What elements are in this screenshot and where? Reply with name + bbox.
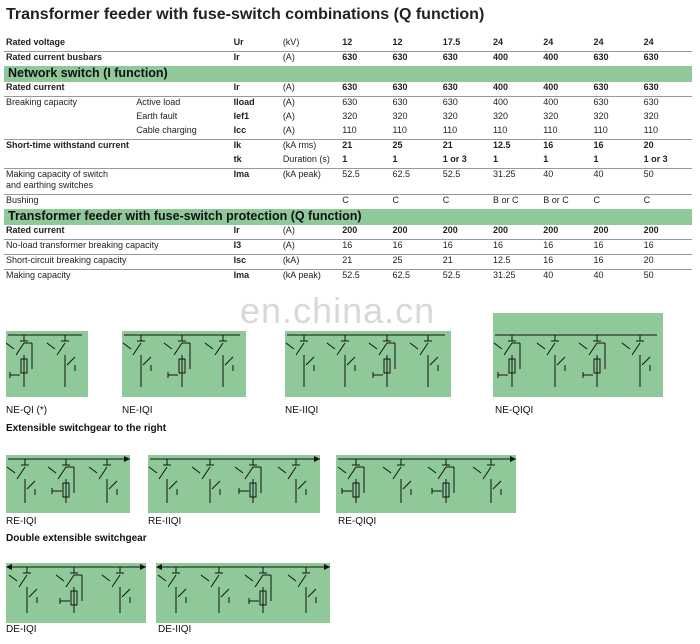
row-sublabel: Cable charging	[136, 125, 197, 135]
row-unit: (A)	[282, 225, 295, 235]
row-value: 40	[591, 270, 641, 285]
row-value: 320	[342, 111, 358, 121]
row-label: Bushing	[4, 195, 134, 210]
row-label	[4, 111, 134, 125]
row-label: Making capacity	[4, 270, 232, 285]
caption-ne-iqi: NE-IQI	[122, 405, 153, 416]
row-value: 320	[392, 111, 408, 121]
row-sublabel	[134, 82, 231, 97]
row-label-line2: and earthing switches	[6, 180, 94, 190]
row-value: 200	[543, 225, 559, 235]
row-value: 16	[541, 255, 591, 270]
row-value: 52.5	[340, 270, 390, 285]
section-title: Transformer feeder with fuse-switch protection (Q function)	[4, 209, 692, 225]
row-value: 1	[392, 154, 398, 164]
row-value: 16	[591, 140, 641, 155]
row-unit: (kA rms)	[281, 140, 340, 155]
row-sublabel: Earth fault	[136, 111, 178, 121]
row-symbol: Ir	[232, 52, 281, 67]
double-extensible-title: Double extensible switchgear	[6, 533, 147, 544]
row-unit: Duration (s)	[282, 154, 330, 164]
row-value: 21	[441, 140, 491, 155]
row-value: 24	[643, 37, 654, 47]
row-sublabel	[134, 169, 231, 195]
row-value: 1	[492, 154, 498, 164]
row-symbol: Ir	[233, 82, 240, 92]
row-label: Rated current	[6, 225, 65, 235]
row-value: 21	[340, 140, 390, 155]
row-value: 200	[492, 225, 508, 235]
row-value: 1	[342, 154, 348, 164]
row-value: 320	[543, 111, 559, 121]
row-value: 400	[541, 52, 591, 67]
row-value: 21	[340, 255, 390, 270]
row-value: 200	[643, 225, 659, 235]
table-row	[4, 52, 692, 67]
row-label: Short-time withstand current	[4, 140, 134, 155]
row-value: 52.5	[441, 169, 491, 195]
row-value: 12	[342, 37, 353, 47]
row-unit: (A)	[282, 125, 295, 135]
row-value: 16	[642, 240, 692, 255]
row-value: 110	[442, 125, 458, 135]
caption-ne-qiqi: NE-QIQI	[495, 405, 534, 416]
row-symbol: Isc	[232, 255, 281, 270]
diagram-ne-qiqi	[493, 313, 663, 397]
row-value: 200	[392, 225, 408, 235]
row-value: 16	[491, 240, 541, 255]
row-value: 50	[642, 270, 692, 285]
diagram-panel	[6, 331, 88, 397]
row-value: 40	[541, 270, 591, 285]
page-title: Transformer feeder with fuse-switch combinations (Q function)	[6, 6, 485, 23]
row-value: 400	[491, 52, 541, 67]
diagram-panel	[336, 455, 516, 513]
table-row	[4, 97, 692, 112]
row-value: 400	[491, 97, 541, 112]
section-title: Network switch (I function)	[4, 66, 692, 82]
row-value: 16	[591, 240, 641, 255]
table-row	[4, 154, 692, 169]
table-row	[4, 125, 692, 140]
row-value: 320	[593, 111, 609, 121]
row-value: 1	[593, 154, 599, 164]
row-value: 16	[541, 140, 591, 155]
row-value: C	[340, 195, 390, 210]
row-value: B or C	[541, 195, 591, 210]
table-row	[4, 169, 692, 195]
row-unit: (A)	[282, 111, 295, 121]
row-value: 110	[392, 125, 407, 135]
row-unit: (A)	[282, 82, 295, 92]
diagram-re-iqi	[6, 437, 130, 513]
caption-ne-qi: NE-QI (*)	[6, 405, 48, 416]
row-value: 12.5	[491, 255, 541, 270]
row-symbol: Ief1	[233, 111, 250, 121]
row-value: 62.5	[391, 270, 441, 285]
row-symbol	[232, 195, 281, 210]
row-unit: (kV)	[282, 37, 300, 47]
row-symbol: Ima	[232, 270, 281, 285]
caption-de-iqi: DE-IQI	[6, 624, 37, 635]
diagram-ne-iiqi	[285, 313, 451, 397]
row-unit: (kA peak)	[281, 270, 340, 285]
row-value: 630	[391, 97, 441, 112]
diagram-top-band	[493, 313, 663, 331]
row-value: 630	[442, 82, 458, 92]
row-value: 16	[591, 255, 641, 270]
row-value: C	[591, 195, 641, 210]
diagram-re-qiqi	[336, 437, 516, 513]
row-unit: (A)	[281, 52, 340, 67]
row-value: 630	[441, 52, 491, 67]
row-value: 40	[541, 169, 591, 195]
row-value: 110	[543, 125, 558, 135]
row-value: 1	[543, 154, 549, 164]
row-sublabel: Active load	[134, 97, 231, 112]
row-value: 16	[391, 240, 441, 255]
row-value: B or C	[491, 195, 541, 210]
diagram-re-iiqi	[148, 437, 320, 513]
row-value: 320	[643, 111, 659, 121]
row-label: Rated voltage	[6, 37, 66, 47]
row-unit: (kA)	[281, 255, 340, 270]
row-symbol: Ur	[233, 37, 244, 47]
row-value: 630	[591, 97, 641, 112]
row-value: 25	[391, 140, 441, 155]
row-label: Breaking capacity	[4, 97, 134, 112]
row-value: 630	[643, 82, 659, 92]
row-value: 400	[492, 82, 508, 92]
row-value: 24	[543, 37, 554, 47]
row-label: Rated current	[6, 82, 65, 92]
table-row	[4, 240, 692, 255]
row-value: 320	[442, 111, 458, 121]
row-value: 1 or 3	[442, 154, 467, 164]
watermark: en.china.cn	[240, 290, 436, 331]
table-row	[4, 140, 692, 155]
row-value: 630	[342, 82, 358, 92]
row-value: 1 or 3	[643, 154, 668, 164]
table-row	[4, 225, 692, 240]
row-value: 16	[340, 240, 390, 255]
row-unit: (A)	[281, 240, 340, 255]
row-label: Short-circuit breaking capacity	[4, 255, 232, 270]
caption-re-iqi: RE-IQI	[6, 516, 37, 527]
row-label: No-load transformer breaking capacity	[4, 240, 232, 255]
row-symbol: Ir	[233, 225, 240, 235]
caption-de-iiqi: DE-IIQI	[158, 624, 192, 635]
caption-re-qiqi: RE-QIQI	[338, 516, 377, 527]
row-value: 16	[541, 240, 591, 255]
row-value: 630	[391, 52, 441, 67]
row-value: 40	[591, 169, 641, 195]
row-value: 630	[591, 52, 641, 67]
row-value: 24	[492, 37, 503, 47]
row-value: 400	[543, 82, 559, 92]
row-unit: (A)	[281, 97, 340, 112]
row-value: 20	[642, 255, 692, 270]
row-value: 20	[642, 140, 692, 155]
spec-table	[4, 37, 692, 284]
table-row	[4, 37, 692, 52]
row-value: 110	[593, 125, 608, 135]
row-value: 52.5	[340, 169, 390, 195]
diagram-de-iiqi	[156, 545, 330, 623]
section-header	[4, 66, 692, 82]
row-value: C	[642, 195, 692, 210]
row-label: Making capacity of switch and earthing switches	[4, 169, 134, 195]
row-symbol: tk	[233, 154, 242, 164]
table-row	[4, 270, 692, 285]
row-value: 110	[342, 125, 357, 135]
row-value: C	[391, 195, 441, 210]
row-value: 200	[593, 225, 609, 235]
row-value: 62.5	[391, 169, 441, 195]
row-label	[4, 154, 134, 169]
row-value: 630	[593, 82, 609, 92]
row-value: 31.25	[491, 270, 541, 285]
diagram-de-iqi	[6, 545, 146, 623]
row-sublabel	[134, 140, 231, 155]
row-value: 50	[642, 169, 692, 195]
row-value: 17.5	[442, 37, 461, 47]
table-row	[4, 255, 692, 270]
row-value: 400	[541, 97, 591, 112]
row-symbol: Ik	[232, 140, 281, 155]
row-value: 630	[642, 52, 692, 67]
diagram-ne-iqi	[122, 313, 246, 397]
row-value: 24	[593, 37, 604, 47]
row-value: 200	[342, 225, 358, 235]
row-symbol: Icc	[233, 125, 247, 135]
row-value: 320	[492, 111, 508, 121]
row-value: 21	[441, 255, 491, 270]
row-value: 630	[392, 82, 408, 92]
row-value: 630	[642, 97, 692, 112]
table-row	[4, 82, 692, 97]
row-value: 110	[492, 125, 508, 135]
row-symbol: Iload	[232, 97, 281, 112]
row-value: 16	[441, 240, 491, 255]
caption-re-iiqi: RE-IIQI	[148, 516, 182, 527]
row-value: 52.5	[441, 270, 491, 285]
row-value: 630	[340, 52, 390, 67]
row-value: 630	[340, 97, 390, 112]
row-value: 110	[643, 125, 659, 135]
row-sublabel	[134, 154, 231, 169]
row-value: 200	[442, 225, 458, 235]
row-value: 630	[441, 97, 491, 112]
row-value: 12.5	[491, 140, 541, 155]
diagram-ne-qi	[6, 313, 88, 397]
row-sublabel	[134, 195, 231, 210]
row-value: C	[441, 195, 491, 210]
row-symbol: Ima	[232, 169, 281, 195]
row-value: 31.25	[491, 169, 541, 195]
row-value: 12	[392, 37, 403, 47]
row-unit: (kA peak)	[281, 169, 340, 195]
caption-ne-iiqi: NE-IIQI	[285, 405, 319, 416]
row-value: 25	[391, 255, 441, 270]
row-label: Rated current busbars	[4, 52, 232, 67]
row-unit	[281, 195, 340, 210]
section-header	[4, 209, 692, 225]
row-label	[4, 125, 134, 140]
row-symbol: I3	[232, 240, 281, 255]
extensible-title: Extensible switchgear to the right	[6, 423, 167, 434]
table-row	[4, 111, 692, 125]
table-row	[4, 195, 692, 210]
